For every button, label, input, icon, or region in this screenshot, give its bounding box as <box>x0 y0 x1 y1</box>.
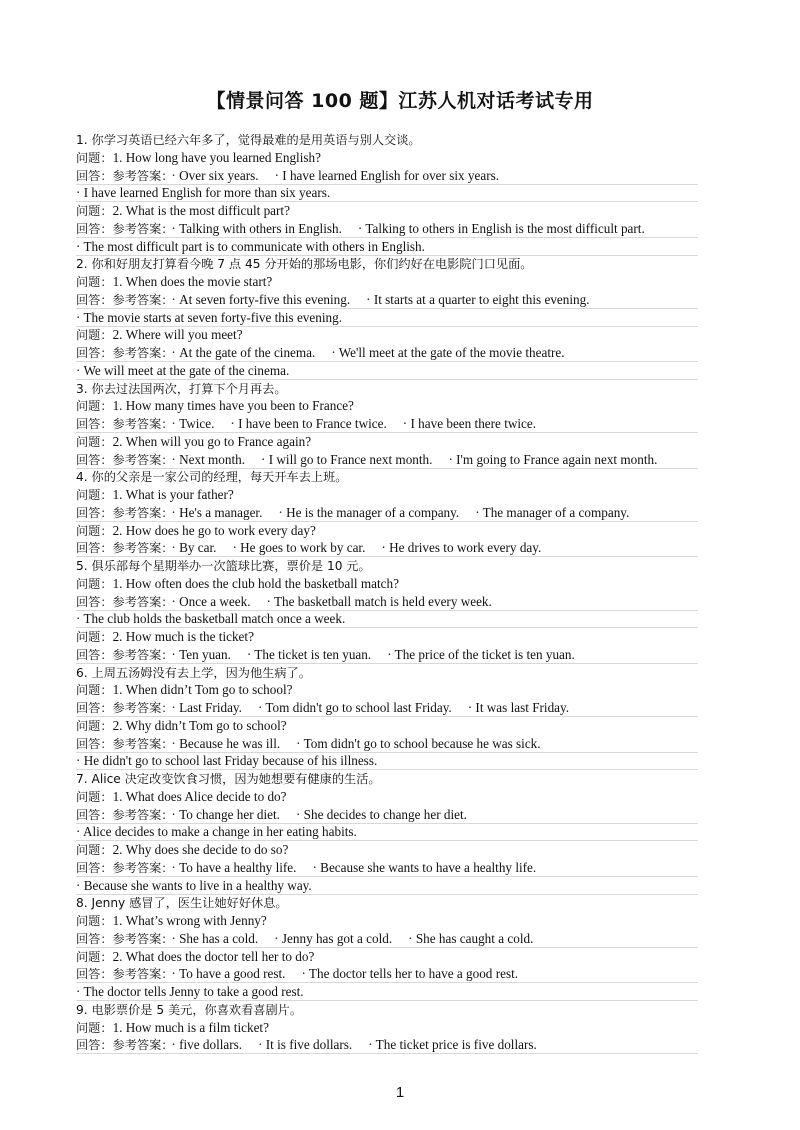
scenario-text: 4. 你的父亲是一家公司的经理，每天开车去上班。 <box>76 470 348 485</box>
answer-line <box>76 646 736 664</box>
answer-option: · Tom didn't go to school last Friday. <box>257 700 452 715</box>
answer-continuation <box>76 752 736 770</box>
answer-label: 回答：参考答案： <box>76 292 168 307</box>
answer-option: · Because he was ill. <box>171 735 281 751</box>
answer-option: · The doctor tells Jenny to take a good rest. <box>76 984 304 999</box>
answer-line <box>76 504 736 522</box>
answer-line <box>76 735 736 753</box>
scenario-heading <box>76 557 736 575</box>
scenario-text: 7. Alice 决定改变饮食习惯，因为她想要有健康的生活。 <box>76 772 381 786</box>
answer-option: · I have learned English for over six years. <box>274 167 500 183</box>
question-line <box>76 948 736 966</box>
scenario-text: 6. 上周五汤姆没有去上学，因为他生病了。 <box>76 665 311 680</box>
answer-option: · At the gate of the cinema. <box>171 345 316 360</box>
answer-option: · He is the manager of a company. <box>278 504 460 520</box>
question-label: 问题： <box>76 399 113 414</box>
answer-option: · To have a good rest. <box>171 966 286 982</box>
question-label: 问题： <box>76 949 113 964</box>
question-text: 1. What does Alice decide to do? <box>112 788 287 804</box>
answer-option: · He drives to work every day. <box>381 540 542 556</box>
question-line <box>76 397 736 415</box>
answer-line <box>76 344 736 362</box>
answer-label: 回答：参考答案： <box>76 967 168 982</box>
answer-option: · The club holds the basketball match once a week. <box>76 611 346 627</box>
answer-option: · She has caught a cold. <box>408 930 534 946</box>
question-label: 问题： <box>76 630 113 644</box>
scenario-heading <box>76 255 736 273</box>
question-text: 2. Why does she decide to do so? <box>112 842 289 857</box>
answer-label: 回答：参考答案： <box>76 346 168 360</box>
question-line <box>76 202 736 220</box>
answer-continuation <box>76 184 736 202</box>
question-line <box>76 681 736 699</box>
question-text: 1. When didn’t Tom go to school? <box>112 682 293 698</box>
scenario-heading <box>76 770 736 788</box>
answer-option: · five dollars. <box>171 1037 243 1053</box>
question-label: 问题： <box>76 275 113 289</box>
question-text: 1. How much is a film ticket? <box>112 1019 269 1035</box>
question-label: 问题： <box>76 683 113 698</box>
question-line <box>76 628 736 646</box>
answer-option: · I will go to France next month. <box>261 451 433 467</box>
question-label: 问题： <box>76 914 113 928</box>
answer-option: · Because she wants to live in a healthy way. <box>76 877 312 893</box>
question-text: 2. What is the most difficult part? <box>112 203 290 218</box>
answer-label: 回答：参考答案： <box>76 931 168 946</box>
answer-label: 回答：参考答案： <box>76 701 168 715</box>
answer-label: 回答：参考答案： <box>76 452 168 467</box>
answer-option: · The movie starts at seven forty-five this evening. <box>76 309 342 325</box>
question-text: 2. Where will you meet? <box>112 327 243 343</box>
answer-option: · The doctor tells her to have a good rest. <box>301 966 519 982</box>
question-line <box>76 273 736 291</box>
question-line <box>76 912 736 930</box>
scenario-heading <box>76 131 736 149</box>
answer-continuation <box>76 610 736 628</box>
answer-option: · He goes to work by car. <box>232 540 366 556</box>
answer-option: · Alice decides to make a change in her eating habits. <box>76 824 357 840</box>
question-label: 问题： <box>76 576 113 591</box>
question-text: 2. Why didn’t Tom go to school? <box>112 717 287 733</box>
scenario-text: 2. 你和好朋友打算看今晚 7 点 45 分开始的那场电影，你们约好在电影院门口见面。 <box>76 257 533 272</box>
answer-line <box>76 415 736 433</box>
answer-option: · Because she wants to have a healthy life. <box>312 859 537 875</box>
question-text: 2. How much is the ticket? <box>112 629 254 644</box>
answer-option: · Next month. <box>171 451 246 467</box>
answer-option: · I'm going to France again next month. <box>448 451 658 467</box>
answer-option: · Jenny has got a cold. <box>274 930 393 946</box>
question-text: 1. How many times have you been to France? <box>112 398 354 414</box>
question-label: 问题： <box>76 328 113 343</box>
scenario-heading <box>76 664 736 682</box>
answer-option: · Ten yuan. <box>171 646 231 662</box>
question-text: 2. When will you go to France again? <box>112 433 312 449</box>
answer-line <box>76 593 736 611</box>
answer-line <box>76 291 736 309</box>
question-text: 1. How often does the club hold the basketball match? <box>112 575 399 591</box>
answer-option: · We'll meet at the gate of the movie theatre. <box>331 345 565 360</box>
answer-option: · By car. <box>171 540 217 556</box>
scenario-text: 8. Jenny 感冒了，医生让她好好休息。 <box>76 896 288 911</box>
answer-option: · The ticket is ten yuan. <box>246 646 372 662</box>
scenario-text: 5. 俱乐部每个星期举办一次篮球比赛，票价是 10 元。 <box>76 559 371 573</box>
scenario-text: 1. 你学习英语已经六年多了，觉得最难的是用英语与别人交谈。 <box>76 133 421 147</box>
question-label: 问题： <box>76 843 113 857</box>
answer-label: 回答：参考答案： <box>76 647 168 662</box>
answer-option: · Talking with others in English. <box>171 220 342 236</box>
answer-line <box>76 930 736 948</box>
answer-option: · The manager of a company. <box>475 504 630 520</box>
scenario-heading <box>76 468 736 486</box>
question-label: 问题： <box>76 488 113 502</box>
answer-option: · I have been to France twice. <box>230 416 387 431</box>
answer-option: · The basketball match is held every week. <box>266 593 492 609</box>
answer-line <box>76 965 736 983</box>
question-line <box>76 149 736 167</box>
question-text: 1. When does the movie start? <box>112 274 273 289</box>
answer-label: 回答：参考答案： <box>76 221 168 236</box>
scenario-text: 3. 你去过法国两次，打算下个月再去。 <box>76 381 287 396</box>
question-text: 1. How long have you learned English? <box>112 149 321 165</box>
question-label: 问题： <box>76 1020 113 1035</box>
answer-line <box>76 1036 736 1054</box>
question-line <box>76 486 736 504</box>
question-text: 1. What is your father? <box>112 487 234 502</box>
answer-line <box>76 806 736 824</box>
answer-label: 回答：参考答案： <box>76 807 168 822</box>
question-line <box>76 1019 736 1037</box>
answer-option: · Once a week. <box>171 593 251 609</box>
question-line <box>76 841 736 859</box>
answer-option: · Over six years. <box>171 167 259 183</box>
answer-continuation <box>76 309 736 327</box>
answer-option: · I have been there twice. <box>402 416 537 431</box>
answer-line <box>76 699 736 717</box>
scenario-heading <box>76 894 736 912</box>
scenario-text: 9. 电影票价是 5 美元，你喜欢看喜剧片。 <box>76 1002 303 1017</box>
question-line <box>76 433 736 451</box>
question-line <box>76 717 736 735</box>
answer-continuation <box>76 823 736 841</box>
answer-option: · Talking to others in English is the most difficult part. <box>357 220 645 236</box>
answer-label: 回答：参考答案： <box>76 168 168 183</box>
document-title: 【情景问答 100 题】江苏人机对话考试专用 <box>206 90 594 112</box>
answer-option: · I have learned English for more than six years. <box>76 185 331 201</box>
answer-line <box>76 859 736 877</box>
question-line <box>76 788 736 806</box>
question-label: 问题： <box>76 434 113 449</box>
answer-label: 回答：参考答案： <box>76 541 168 556</box>
scenario-heading <box>76 1001 736 1019</box>
answer-continuation <box>76 362 736 380</box>
answer-continuation <box>76 983 736 1001</box>
answer-option: · To change her diet. <box>171 806 280 822</box>
question-text: 2. How does he go to work every day? <box>112 522 316 538</box>
answer-option: · At seven forty-five this evening. <box>171 291 351 307</box>
question-label: 问题： <box>76 523 113 538</box>
qa-list <box>76 131 736 1054</box>
scenario-heading <box>76 380 736 398</box>
question-line <box>76 326 736 344</box>
answer-label: 回答：参考答案： <box>76 1038 168 1053</box>
answer-line <box>76 539 736 557</box>
answer-label: 回答：参考答案： <box>76 505 168 520</box>
answer-label: 回答：参考答案： <box>76 860 168 875</box>
question-line <box>76 575 736 593</box>
answer-option: · We will meet at the gate of the cinema. <box>76 362 290 378</box>
answer-option: · The ticket price is five dollars. <box>368 1037 537 1053</box>
question-label: 问题： <box>76 204 113 218</box>
question-text: 1. What’s wrong with Jenny? <box>112 913 267 928</box>
answer-option: · To have a healthy life. <box>171 859 297 875</box>
answer-option: · The price of the ticket is ten yuan. <box>387 646 575 662</box>
answer-continuation <box>76 877 736 895</box>
answer-label: 回答：参考答案： <box>76 736 168 751</box>
answer-option: · He didn't go to school last Friday because of his illness. <box>76 753 378 769</box>
answer-option: · It is five dollars. <box>258 1037 353 1053</box>
answer-option: · She has a cold. <box>171 930 259 946</box>
question-label: 问题： <box>76 718 113 733</box>
answer-option: · Tom didn't go to school because he was sick. <box>296 735 541 751</box>
question-label: 问题： <box>76 789 113 804</box>
answer-option: · She decides to change her diet. <box>295 806 467 822</box>
question-label: 问题： <box>76 150 113 165</box>
answer-line <box>76 167 736 185</box>
question-line <box>76 522 736 540</box>
answer-option: · The most difficult part is to communicate with others in English. <box>76 238 425 254</box>
question-text: 2. What does the doctor tell her to do? <box>112 948 315 964</box>
answer-option: · Last Friday. <box>171 700 242 715</box>
answer-option: · He's a manager. <box>171 504 263 520</box>
answer-option: · Twice. <box>171 416 215 431</box>
answer-label: 回答：参考答案： <box>76 417 168 431</box>
answer-option: · It was last Friday. <box>467 700 570 715</box>
page-number: 1 <box>395 1084 405 1101</box>
answer-line <box>76 451 736 469</box>
answer-label: 回答：参考答案： <box>76 594 168 609</box>
answer-continuation <box>76 238 736 256</box>
answer-option: · It starts at a quarter to eight this evening. <box>366 291 590 307</box>
answer-line <box>76 220 736 238</box>
